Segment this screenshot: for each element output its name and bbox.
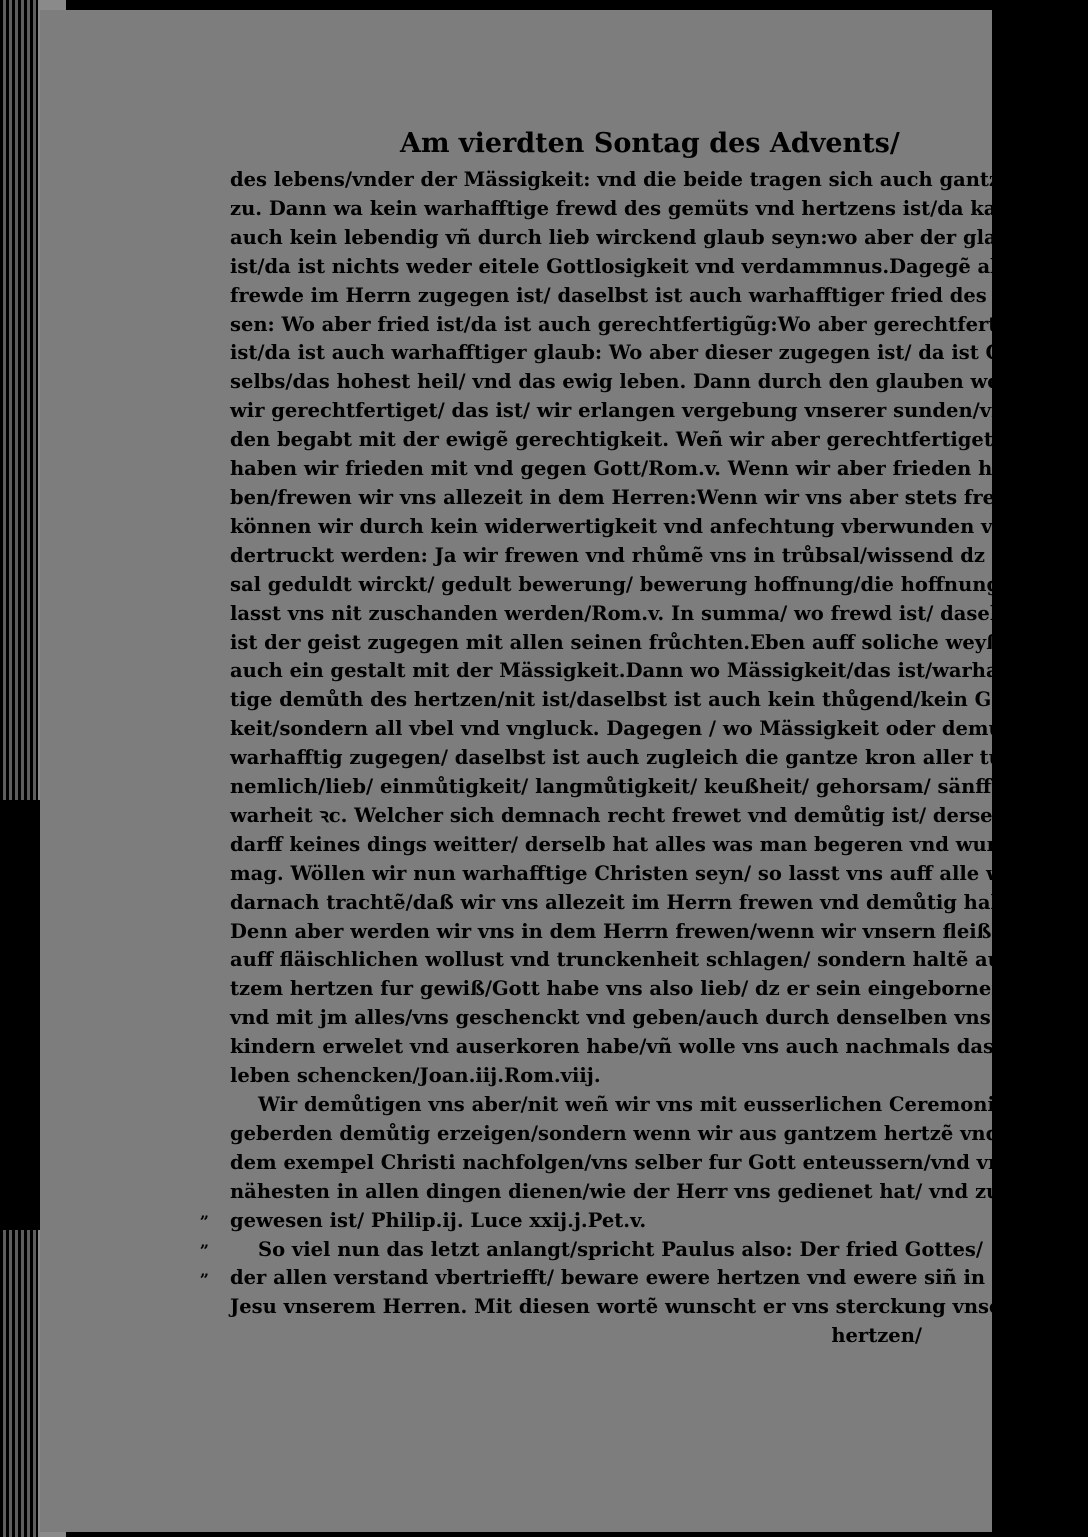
catchword: hertzen/ — [831, 1324, 922, 1348]
text-line: ist/da ist nichts weder eitele Gottlosigkeit vnd verdammnus.Dagegẽ aber/wo — [230, 254, 1064, 278]
text-line: kindern erwelet vnd auserkoren habe/vñ wolle vns auch nachmals das ewig — [230, 1035, 1052, 1059]
text-line: Denn aber werden wir vns in dem Herrn frewen/wenn wir vnsern fleiß nit — [230, 919, 1029, 943]
text-line: Jesu vnserem Herren. Mit diesen wortẽ wunscht er vns sterckung vnserer — [230, 1295, 1035, 1319]
text-line: gewesen ist/ Philip.ij. Luce xxij.j.Pet.v. — [230, 1208, 647, 1232]
running-header: Am vierdten Sontag des Advents/ — [400, 128, 900, 159]
margin-quote-marks — [200, 0, 230, 1537]
text-line: frewde im Herrn zugegen ist/ daselbst ist auch warhafftiger fried des gewis- — [230, 283, 1063, 307]
text-line: der allen verstand vbertriefft/ beware ewere hertzen vnd ewere siñ in Christo — [230, 1266, 1073, 1290]
quote-mark: „ — [200, 1203, 210, 1222]
text-line: wir gerechtfertiget/ das ist/ wir erlangen vergebung vnserer sunden/vñ wer- — [230, 399, 1060, 423]
text-line: tzem hertzen fur gewiß/Gott habe vns also lieb/ dz er sein eingebornen Son/ — [230, 977, 1061, 1001]
text-line: sen: Wo aber fried ist/da ist auch gerechtfertigũg:Wo aber gerechtfertigung — [230, 312, 1061, 336]
text-line: ist der geist zugegen mit allen seinen frůchten.Eben auff soliche weyß hatt es — [230, 630, 1083, 654]
text-line: des lebens/vnder der Mässigkeit: vnd die beide tragen sich auch gantz füglich — [230, 168, 1084, 191]
text-line: dertruckt werden: Ja wir frewen vnd rhůmẽ vns in trůbsal/wissend dz trůb- — [230, 543, 1047, 567]
text-line: auff fläischlichen wollust vnd trunckenheit schlagen/ sondern haltẽ aus gan- — [230, 948, 1069, 972]
text-line: haben wir frieden mit vnd gegen Gott/Rom.v. Wenn wir aber frieden ha- — [230, 457, 1013, 481]
text-line: auch kein lebendig vñ durch lieb wirckend glaub seyn:wo aber der glaub nicht — [230, 225, 1088, 249]
text-line: zu. Dann wa kein warhafftige frewd des gemüts vnd hertzens ist/da kan — [230, 196, 1011, 220]
text-line: nähesten in allen dingen dienen/wie der Herr vns gedienet hat/ vnd zu willẽ — [230, 1179, 1059, 1203]
text-line: warhafftig zugegen/ daselbst ist auch zugleich die gantze kron aller tůgendẽ/ — [230, 746, 1077, 770]
text-line: ben/frewen wir vns allezeit in dem Herren:Wenn wir vns aber stets frewẽ/ — [230, 485, 1032, 509]
text-line: sal geduldt wirckt/ gedult bewerung/ bewerung hoffnung/die hoffnung aber — [230, 572, 1056, 596]
text-line: lasst vns nit zuschanden werden/Rom.v. In summa/ wo frewd ist/ daselbst — [230, 601, 1031, 625]
text-line: warheit ꝛc. Welcher sich demnach recht frewet vnd demůtig ist/ derselb — [230, 803, 1014, 827]
text-line: ist/da ist auch warhafftiger glaub: Wo aber dieser zugegen ist/ da ist Gott — [230, 341, 1034, 365]
text-line: darff keines dings weitter/ derselb hat alles was man begeren vnd wunschen — [230, 832, 1065, 856]
text-line: tige demůth des hertzen/nit ist/daselbst ist auch kein thůgend/kein Gottsälig- — [230, 688, 1083, 712]
text-line: den begabt mit der ewigẽ gerechtigkeit. Weñ wir aber gerechtfertiget seynd/ — [230, 428, 1070, 452]
text-line: leben schencken/Joan.iij.Rom.viij. — [230, 1064, 601, 1088]
text-line: vnd mit jm alles/vns geschenckt vnd geben/auch durch denselben vns zu seinẽ — [230, 1006, 1087, 1030]
text-line: geberden demůtig erzeigen/sondern wenn wir aus gantzem hertzẽ vnd gemůt — [230, 1121, 1076, 1145]
text-line: mag. Wöllen wir nun warhafftige Christen seyn/ so lasst vns auff alle weg — [230, 861, 1029, 885]
text-line: darnach trachtẽ/daß wir vns allezeit im Herrn frewen vnd demůtig halten. — [230, 890, 1041, 914]
text-line: Wir demůtigen vns aber/nit weñ wir vns mit eusserlichen Ceremoniẽ vñ — [258, 1093, 1040, 1116]
text-line: keit/sondern all vbel vnd vngluck. Dagegen / wo Mässigkeit oder demůth — [230, 717, 1026, 741]
text-line: auch ein gestalt mit der Mässigkeit.Dann wo Mässigkeit/das ist/warhaff- — [230, 659, 1023, 683]
quote-mark: „ — [200, 1261, 210, 1280]
text-line: dem exempel Christi nachfolgen/vns selber fur Gott enteussern/vnd vnserem — [230, 1150, 1069, 1174]
gutter-shadow — [0, 800, 42, 1230]
body-text — [230, 166, 1088, 1351]
text-line: So viel nun das letzt anlangt/spricht Paulus also: Der fried Gottes/ — [258, 1237, 983, 1261]
quote-mark: „ — [200, 1232, 210, 1251]
text-line: können wir durch kein widerwertigkeit vnd anfechtung vberwunden vñ vn- — [230, 514, 1047, 538]
text-line: nemlich/lieb/ einmůtigkeit/ langmůtigkeit/ keußheit/ gehorsam/ sänfftmůt/ — [230, 775, 1052, 799]
text-line: selbs/das hohest heil/ vnd das ewig leben. Dann durch den glauben werden — [230, 370, 1051, 394]
